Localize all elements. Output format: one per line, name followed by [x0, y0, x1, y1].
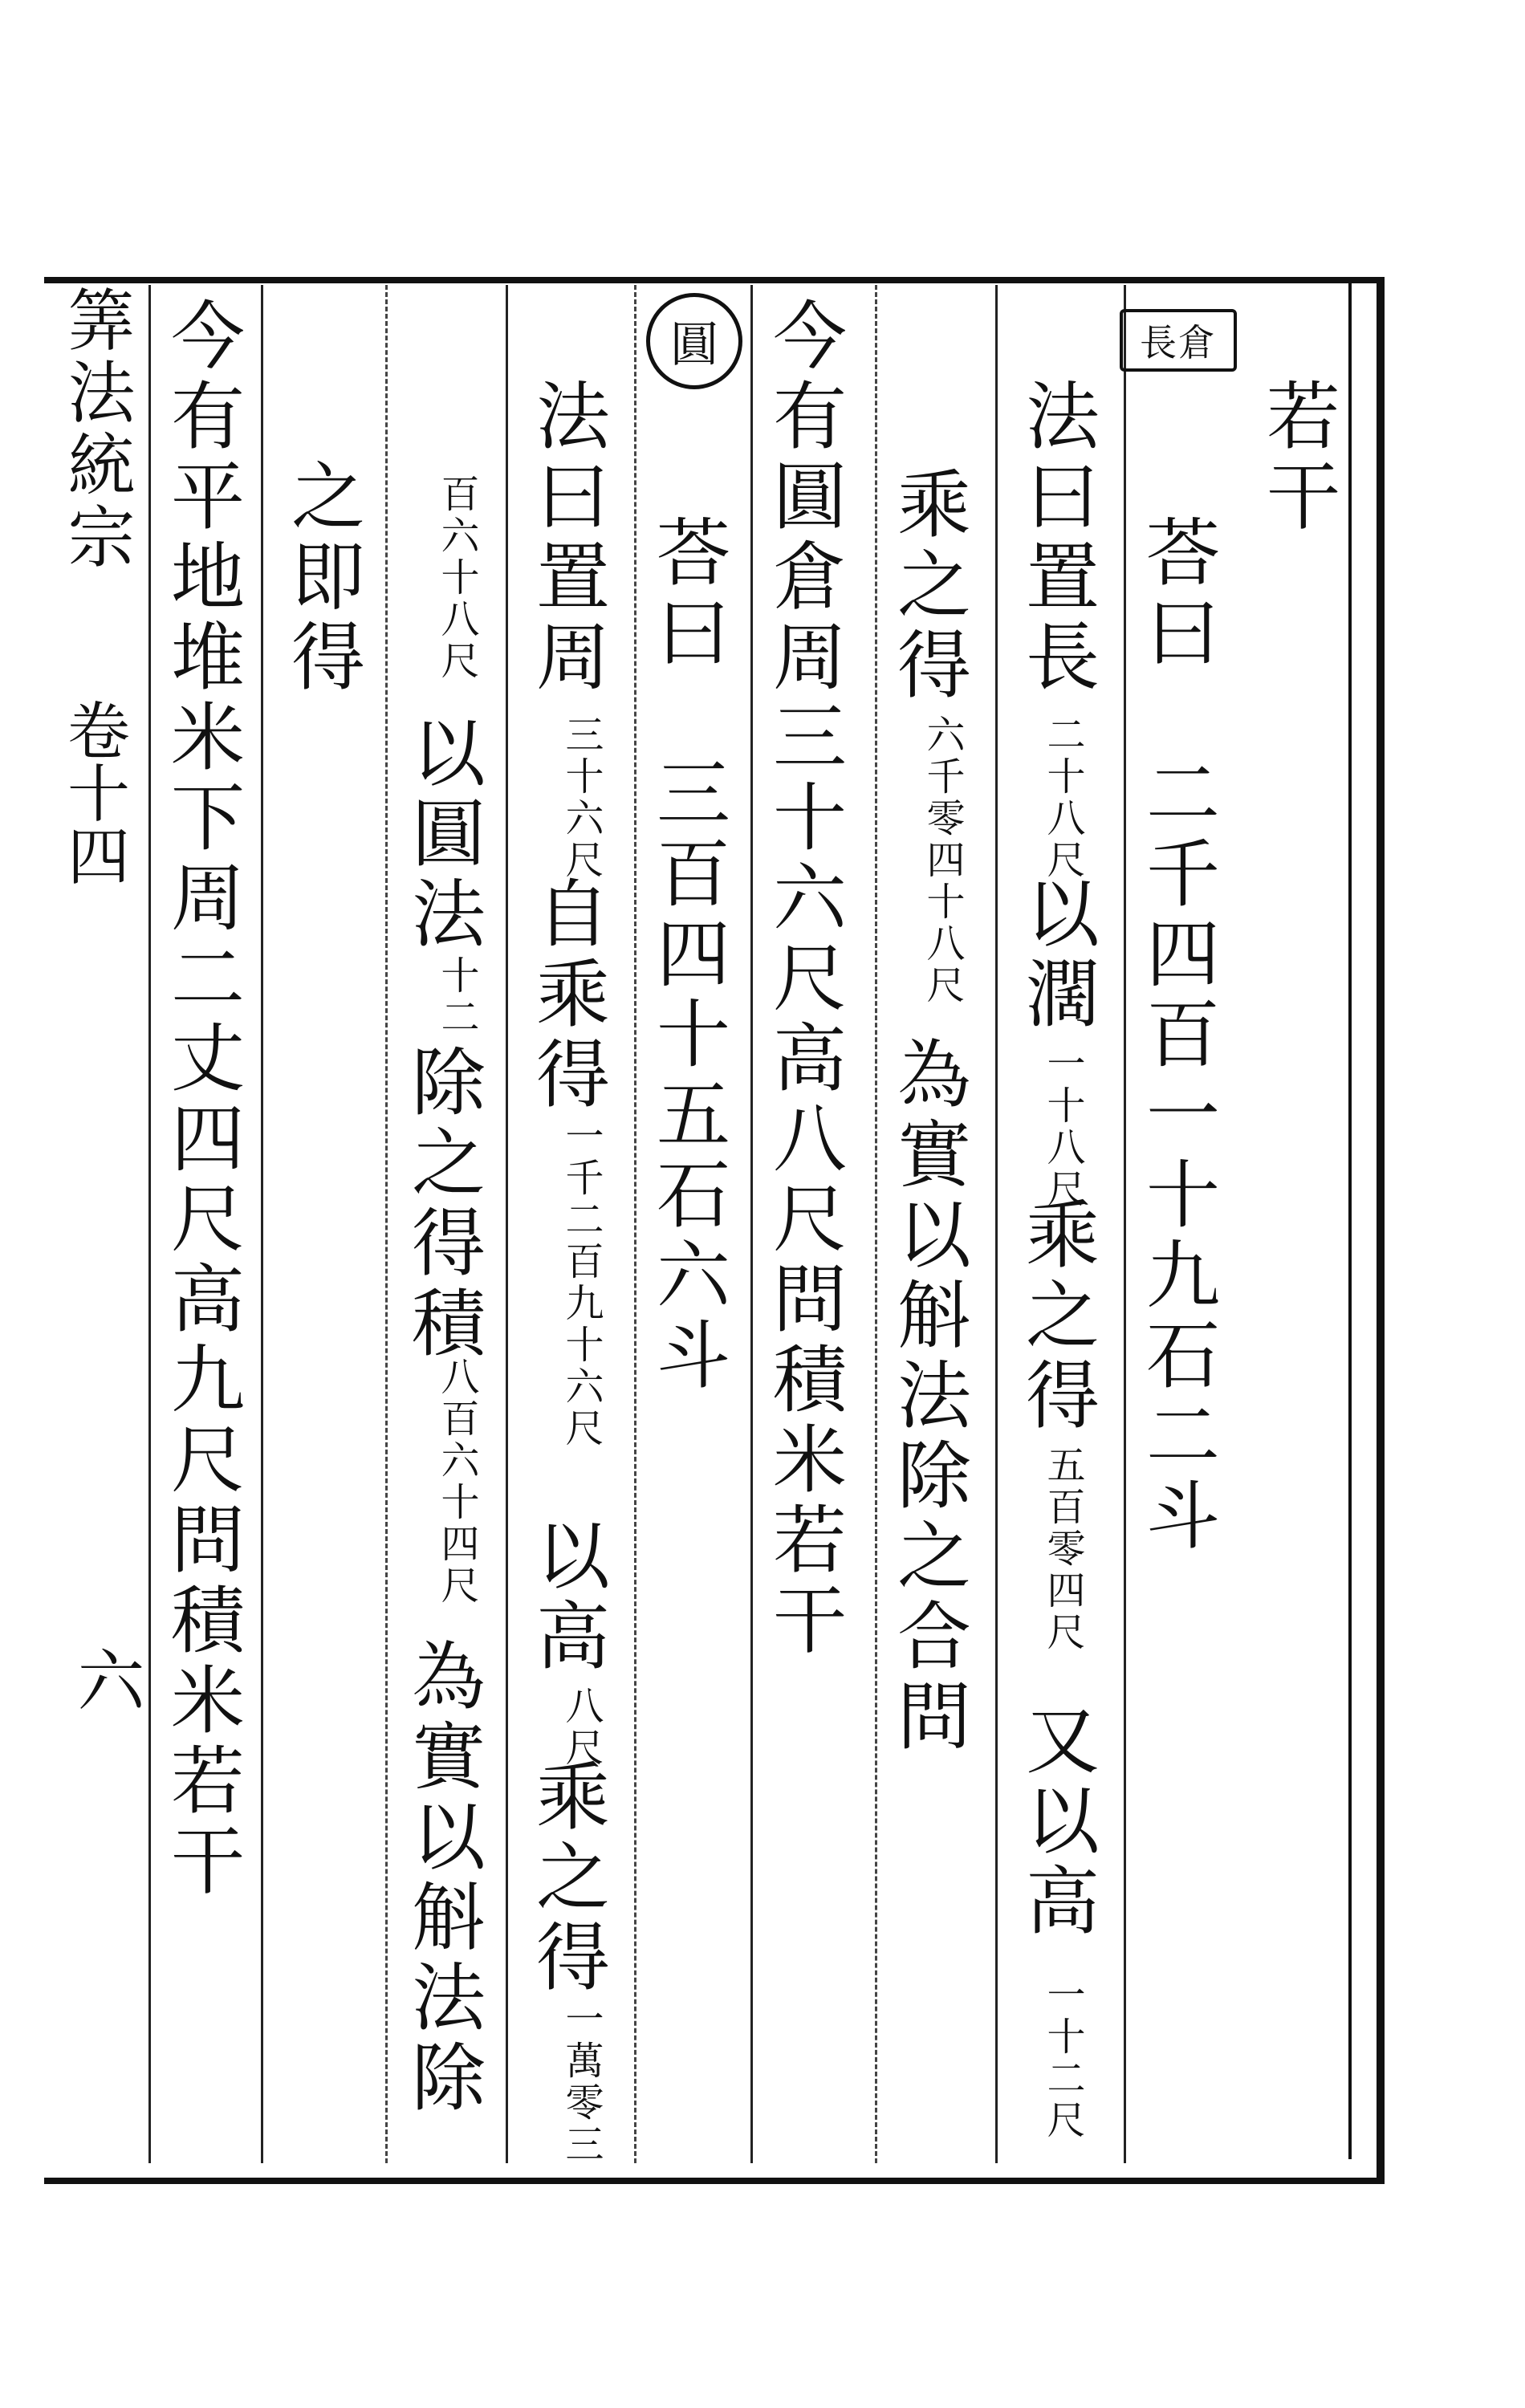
text-column-4b: 為實以斛法除之合問	[885, 1035, 971, 1758]
note-3b: 一十八尺	[1040, 1043, 1085, 1210]
text-column-3b: 以濶	[1014, 875, 1100, 1035]
text-column-8a: 以圓法	[400, 714, 486, 955]
column-rule	[750, 285, 753, 2163]
text-column-5: 今有圓倉周三十六尺高八尺問積米若干	[761, 297, 847, 1662]
note-3c: 五百零四尺	[1040, 1445, 1085, 1653]
page-number: 六	[67, 1645, 145, 1713]
column-rule	[148, 285, 151, 2163]
text-column-6: 荅曰 三百四十五石六斗	[645, 514, 730, 1397]
frame-inner-rule	[1348, 281, 1352, 2159]
column-rule	[995, 285, 998, 2163]
note-8b: 十二	[434, 955, 479, 1039]
text-column-7c: 以高	[524, 1517, 610, 1678]
text-column-7b: 自乘得	[524, 875, 610, 1116]
note-7d: 一萬零三	[559, 1999, 604, 2166]
note-7b: 一千二百九十六尺	[559, 1116, 604, 1450]
volume-mark: 卷十四	[57, 698, 129, 886]
column-rule	[385, 285, 388, 2163]
text-column-8b: 除之得積	[400, 1043, 486, 1365]
text-column-1: 若干	[1255, 377, 1340, 538]
note-7c: 八尺	[559, 1686, 604, 1769]
text-column-7a: 法曰置周	[524, 377, 610, 698]
note-8c: 八百六十四尺	[434, 1357, 479, 1607]
column-rule	[1124, 285, 1126, 2163]
section-tag: 長倉	[1120, 309, 1237, 372]
text-column-7d: 乘之得	[524, 1758, 610, 1999]
column-rule	[634, 285, 636, 2163]
note-8a: 百六十八尺	[434, 474, 479, 682]
text-column-9: 之即得	[279, 458, 365, 698]
column-rule	[875, 285, 877, 2163]
text-column-10: 今有平地堆米下周二丈四尺高九尺問積米若干	[159, 297, 245, 1902]
note-3d: 一十二尺	[1040, 1975, 1085, 2142]
text-column-3d: 又以高	[1014, 1702, 1100, 1942]
book-title: 筭法統宗	[57, 285, 136, 574]
column-rule	[261, 285, 263, 2163]
text-column-8c: 為實以斛法除	[400, 1637, 486, 2119]
text-column-2: 荅曰 二千四百一十九石二斗	[1134, 514, 1220, 1557]
column-rule	[506, 285, 508, 2163]
note-3a: 二十八尺	[1040, 714, 1085, 881]
note-7a: 三十六尺	[559, 714, 604, 881]
text-column-3a: 法曰置長	[1014, 377, 1100, 698]
note-4a: 六千零四十八尺	[920, 714, 965, 1007]
text-column-4a: 乘之得	[885, 466, 971, 706]
seal-mark: 圓	[646, 293, 742, 389]
text-column-3c: 乘之得	[1014, 1196, 1100, 1437]
